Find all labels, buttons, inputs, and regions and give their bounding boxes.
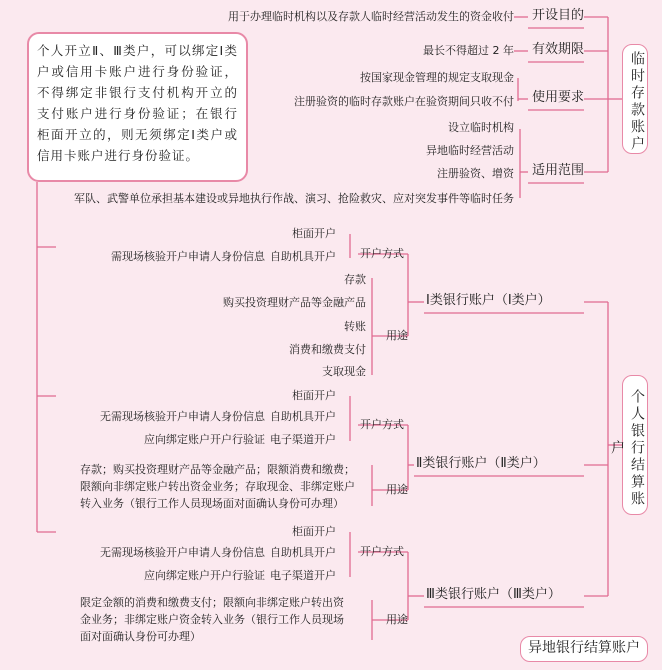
scope-item: 设立临时机构: [448, 121, 514, 134]
class2-title: Ⅱ类银行账户（Ⅱ类户）: [416, 456, 546, 471]
class3-electronic-note: 应向绑定账户开户行验证: [144, 569, 265, 582]
scope-item: 军队、武警单位承担基本建设或异地执行作战、演习、抢险救灾、应对突发事件等临时任务: [74, 192, 514, 205]
class3-electronic-opening: 电子渠道开户: [270, 569, 336, 582]
requirements-label: 使用要求: [531, 90, 584, 105]
class1-usage-item: 转账: [344, 320, 366, 333]
purpose-label: 开设目的: [531, 8, 584, 23]
class2-self-service-opening: 自助机具开户: [270, 410, 336, 423]
class1-opening-label: 开户方式: [360, 247, 404, 260]
class3-usage-line: 金业务；非绑定账户资金转入业务（银行工作人员现场: [80, 613, 344, 626]
class2-electronic-opening: 电子渠道开户: [270, 433, 336, 446]
class3-usage-label: 用途: [386, 613, 408, 626]
class1-usage-item: 支取现金: [322, 365, 366, 378]
class2-counter-opening: 柜面开户: [292, 389, 336, 402]
requirement-item: 按国家现金管理的规定支取现金: [360, 71, 514, 84]
class1-usage-item: 消费和缴费支付: [289, 343, 366, 356]
class3-counter-opening: 柜面开户: [292, 525, 336, 538]
purpose-text: 用于办理临时机构以及存款人临时经营活动发生的资金收付: [228, 10, 514, 23]
validity-label: 有效期限: [531, 42, 584, 57]
class3-title: Ⅲ类银行账户（Ⅲ类户）: [426, 587, 561, 602]
class2-opening-label: 开户方式: [360, 418, 404, 431]
class1-title: Ⅰ类银行账户（Ⅰ类户）: [426, 293, 551, 308]
class3-self-service-opening: 自助机具开户: [270, 546, 336, 559]
personal-account-title: 个人银行结算账户: [622, 375, 648, 515]
class1-usage-item: 购买投资理财产品等金融产品: [223, 296, 366, 309]
class2-usage-line: 限额向非绑定账户转出资金业务；存取现金、非绑定账户: [80, 480, 355, 493]
remote-account-title: 异地银行结算账户: [520, 636, 648, 662]
class2-electronic-note: 应向绑定账户开户行验证: [144, 433, 265, 446]
class1-usage-item: 存款: [344, 273, 366, 286]
class1-self-service-opening: 自助机具开户: [270, 250, 336, 263]
scope-item: 注册验资、增资: [437, 167, 514, 180]
class3-usage-line: 限定金额的消费和缴费支付；限额向非绑定账户转出资: [80, 596, 344, 609]
temp-account-title: 临时存款账户: [622, 44, 648, 154]
class1-self-service-note: 需现场核验开户申请人身份信息: [111, 250, 265, 263]
scope-label: 适用范围: [531, 163, 584, 178]
class3-usage-line: 面对面确认身份可办理）: [80, 630, 201, 643]
note-box: 个人开立Ⅱ、Ⅲ类户，可以绑定Ⅰ类户或信用卡账户进行身份验证，不得绑定非银行支付机构开立的支付账户进行身份验证；在银行柜面开立的，则无须绑定Ⅰ类户或信用卡账户进行身份验证。: [27, 32, 248, 182]
class2-usage-line: 存款；购买投资理财产品等金融产品；限额消费和缴费；: [80, 463, 355, 476]
class1-counter-opening: 柜面开户: [292, 227, 336, 240]
validity-text: 最长不得超过 2 年: [423, 44, 514, 57]
class2-usage-line: 转入业务（银行工作人员现场面对面确认身份可办理）: [80, 497, 344, 510]
class3-opening-label: 开户方式: [360, 545, 404, 558]
class2-self-service-note: 无需现场核验开户申请人身份信息: [100, 410, 265, 423]
class2-usage-label: 用途: [386, 483, 408, 496]
class1-usage-label: 用途: [386, 329, 408, 342]
class3-self-service-note: 无需现场核验开户申请人身份信息: [100, 546, 265, 559]
scope-item: 异地临时经营活动: [426, 144, 514, 157]
requirement-item: 注册验资的临时存款账户在验资期间只收不付: [294, 95, 514, 108]
